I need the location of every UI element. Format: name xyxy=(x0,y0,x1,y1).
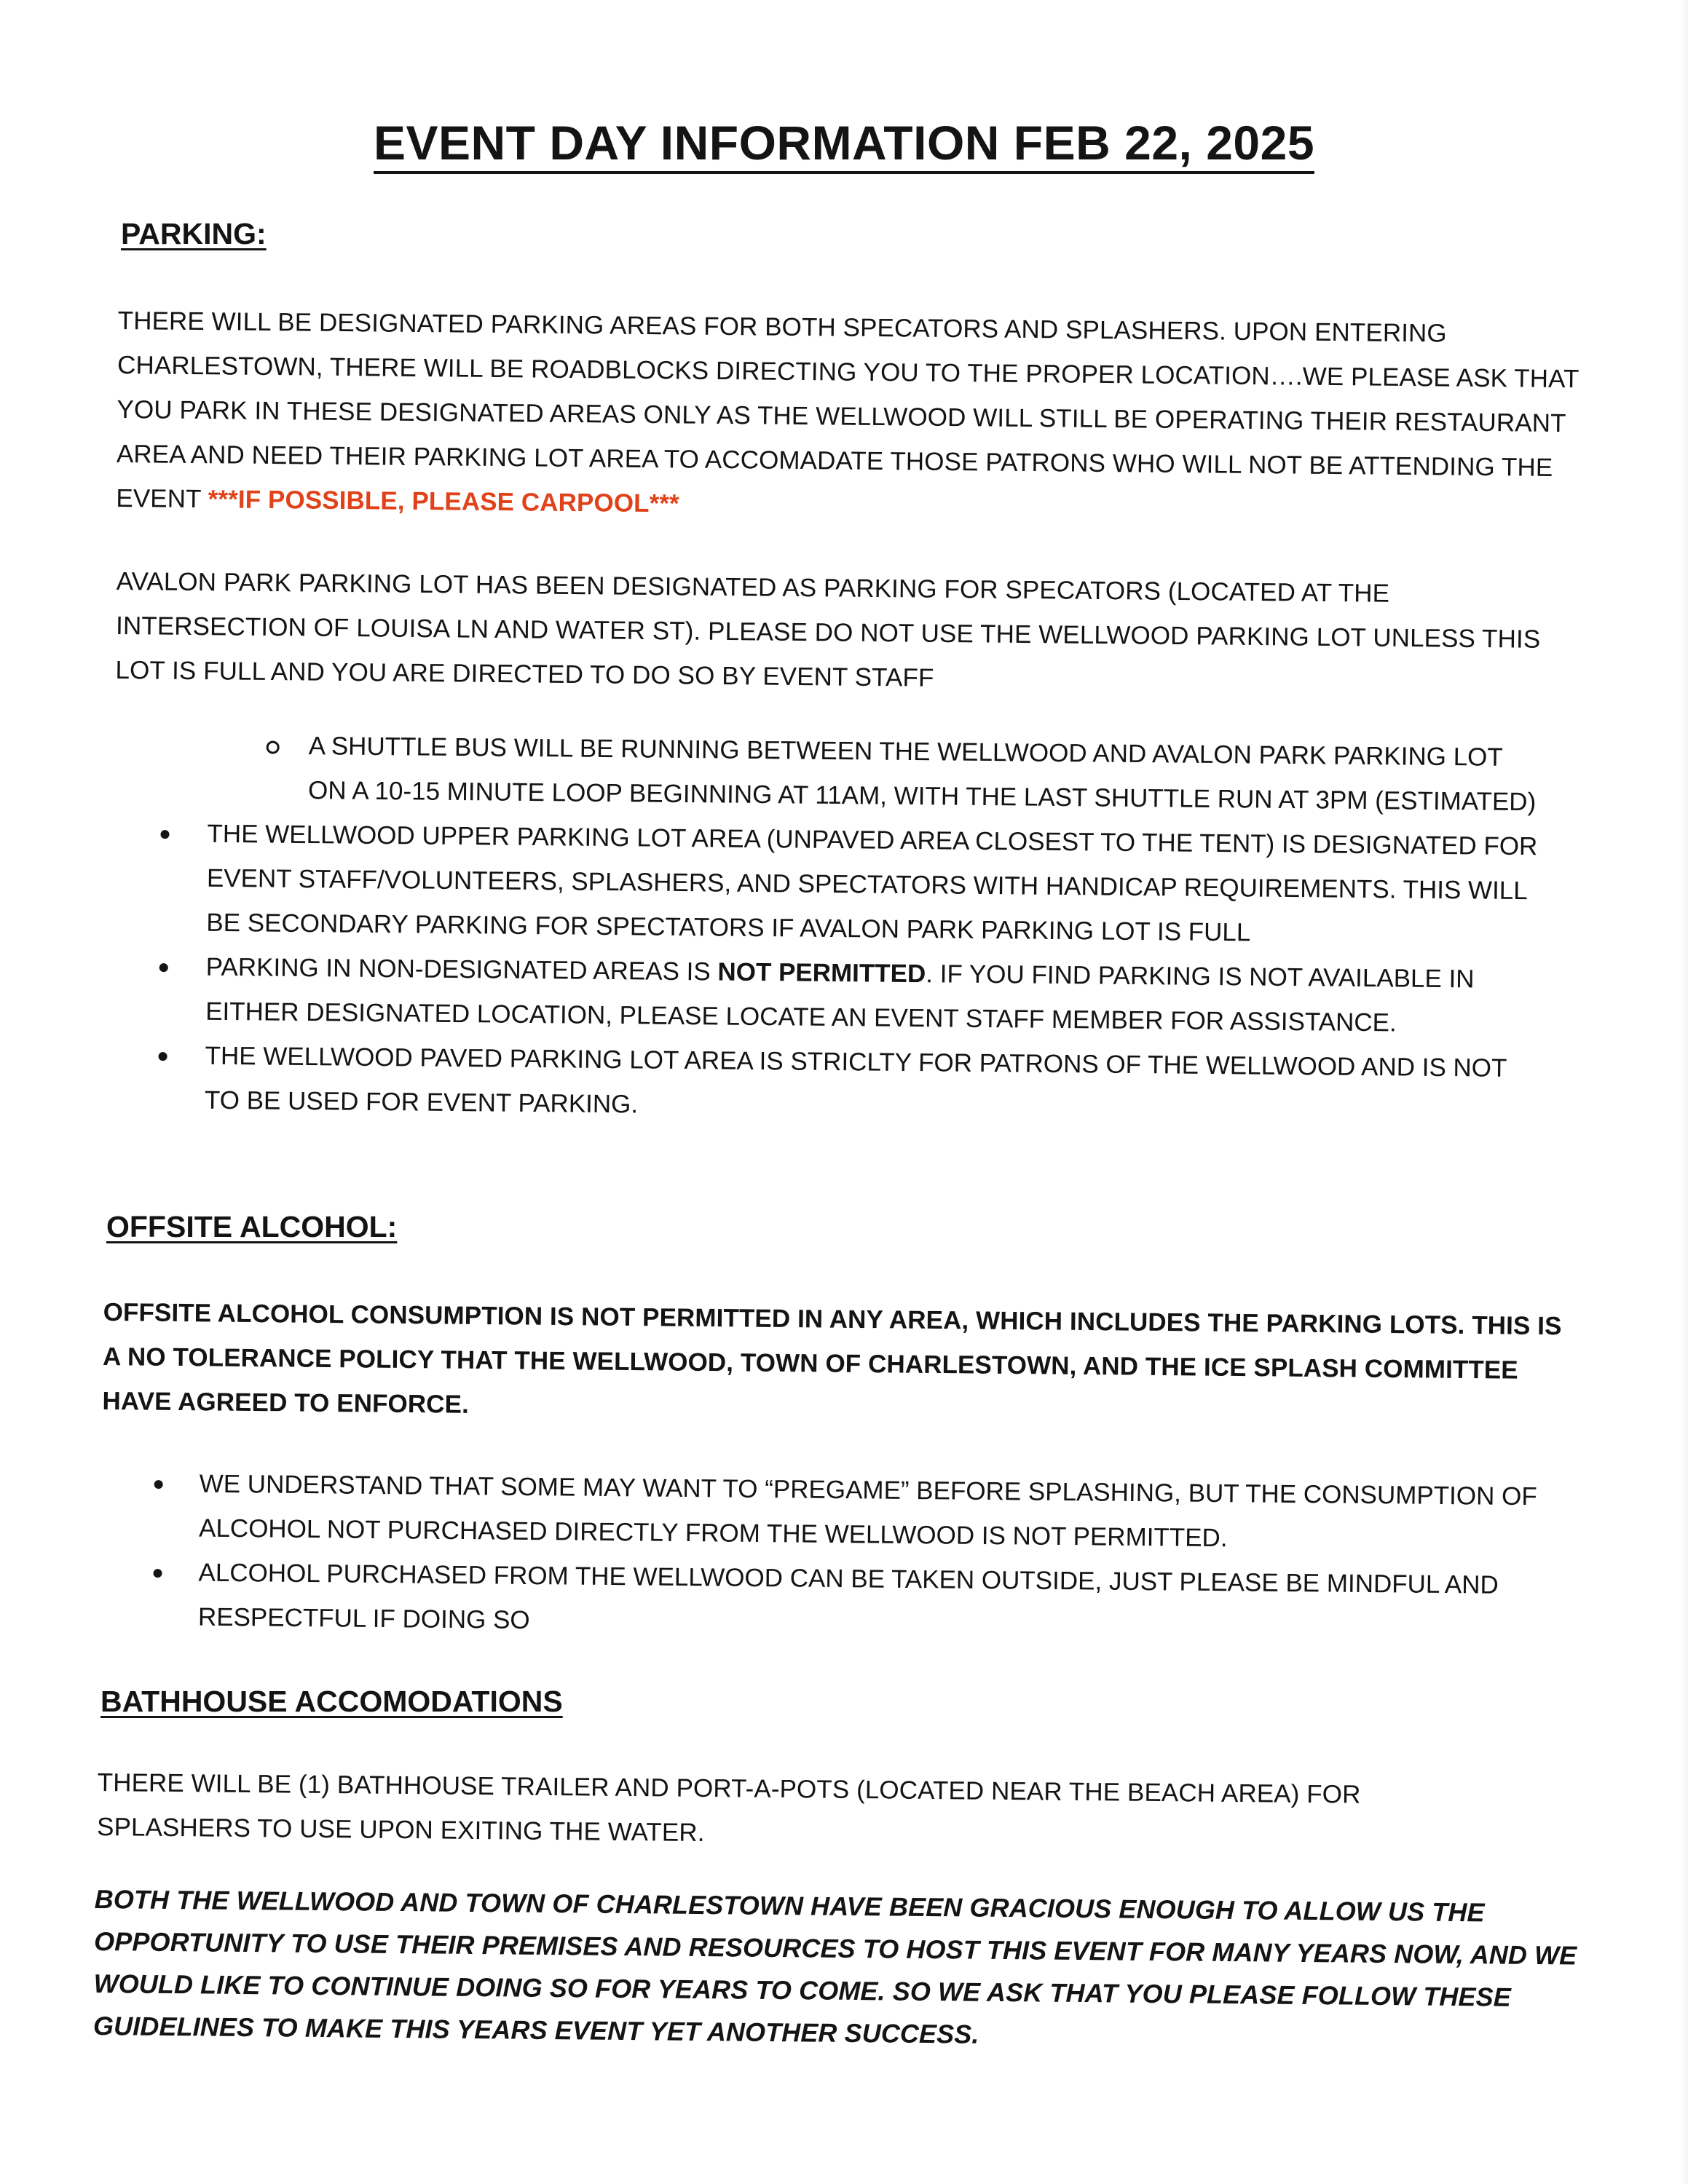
parking-list xyxy=(0,721,1688,1136)
bathhouse-info: THERE WILL BE (1) BATHHOUSE TRAILER AND PORT-A-POTS (LOCATED NEAR THE BEACH AREA) FOR SPLASHERS TO USE UPON EXITING THE WATER. xyxy=(96,1768,1361,1848)
list-item xyxy=(0,1460,1554,1563)
avalon-parking: AVALON PARK PARKING LOT HAS BEEN DESIGNATED AS PARKING FOR SPECATORS (LOCATED AT THE INTERSECTION OF LOUISA LN AND WATER ST). PLEASE DO NOT USE THE WELLWOOD PARKING LOT UNLESS THIS LOT IS FULL AND YOU ARE DIRECTED TO DO SO BY EVENT STAFF xyxy=(115,566,1541,692)
alcohol-list xyxy=(0,1460,1688,1653)
shuttle-info: A SHUTTLE BUS WILL BE RUNNING BETWEEN THE WELLWOOD AND AVALON PARK PARKING LOT ON A 10-15 MINUTE LOOP BEGINNING AT 11AM, WITH THE LAST SHUTTLE RUN AT 3PM (ESTIMATED) xyxy=(307,732,1537,817)
list-item xyxy=(0,1032,1538,1135)
paved-lot-info: THE WELLWOOD PAVED PARKING LOT AREA IS STRICLTY FOR PATRONS OF THE WELLWOOD AND IS NOT TO BE USED FOR EVENT PARKING. xyxy=(204,1041,1507,1119)
bullet-icon xyxy=(153,1569,162,1578)
alcohol-heading: OFFSITE ALCOHOL: xyxy=(106,1210,398,1243)
page-title-text: EVENT DAY INFORMATION FEB 22, 2025 xyxy=(374,116,1314,174)
pregame-info: WE UNDERSTAND THAT SOME MAY WANT TO “PREGAME” BEFORE SPLASHING, BUT THE CONSUMPTION OF ALCOHOL NOT PURCHASED DIRECTLY FROM THE WELLWOOD IS NOT PERMITTED. xyxy=(198,1469,1537,1553)
bullet-icon xyxy=(160,830,169,839)
scan-edge xyxy=(1681,0,1688,2184)
page-title xyxy=(0,115,1688,170)
list-item xyxy=(0,943,1561,1047)
upper-lot-info: THE WELLWOOD UPPER PARKING LOT AREA (UNPAVED AREA CLOSEST TO THE TENT) IS DESIGNATED FOR EVENT STAFF/VOLUNTEERS, SPLASHERS, AND SPECTATORS WITH HANDICAP REQUIREMENTS. THIS WILL BE SECONDARY PARKING FOR SPECTATORS IF AVALON PARK PARKING LOT IS FULL xyxy=(206,819,1538,947)
list-item xyxy=(0,1548,1582,1653)
not-permitted-text: NOT PERMITTED xyxy=(717,957,926,989)
hollow-bullet-icon xyxy=(267,741,280,754)
closing-note: BOTH THE WELLWOOD AND TOWN OF CHARLESTOWN HAVE BEEN GRACIOUS ENOUGH TO ALLOW US THE OPPORTUNITY TO USE THEIR PREMISES AND RESOURCES TO HOST THIS EVENT FOR MANY YEARS NOW, AND WE WOULD LIKE TO CONTINUE DOING SO FOR YEARS TO COME. SO WE ASK THAT YOU PLEASE FOLLOW THESE GUIDELINES TO MAKE THIS YEARS EVENT YET ANOTHER SUCCESS. xyxy=(92,1883,1577,2049)
purchased-alcohol-info: ALCOHOL PURCHASED FROM THE WELLWOOD CAN BE TAKEN OUTSIDE, JUST PLEASE BE MINDFUL AND RESPECTFUL IF DOING SO xyxy=(197,1558,1499,1634)
alcohol-policy: OFFSITE ALCOHOL CONSUMPTION IS NOT PERMITTED IN ANY AREA, WHICH INCLUDES THE PARKING LOTS. THIS IS A NO TOLERANCE POLICY THAT THE WELLWOOD, TOWN OF CHARLESTOWN, AND THE ICE SPLASH COMMITTEE HAVE AGREED TO ENFORCE. xyxy=(102,1297,1562,1419)
carpool-note: ***IF POSSIBLE, PLEASE CARPOOL*** xyxy=(208,485,679,518)
bathhouse-heading: BATHHOUSE ACCOMODATIONS xyxy=(100,1685,563,1718)
list-item xyxy=(0,810,1552,957)
bullet-icon xyxy=(159,963,168,972)
parking-intro-text: THERE WILL BE DESIGNATED PARKING AREAS FOR BOTH SPECATORS AND SPLASHERS. UPON ENTERING CHARLESTOWN, THERE WILL BE ROADBLOCKS DIRECTING YOU TO THE PROPER LOCATION….WE PLEASE ASK THAT YOU PARK IN THESE DESIGNATED AREAS ONLY AS THE WELLWOOD WILL STILL BE OPERATING THEIR RESTAURANT AREA AND NEED THEIR PARKING LOT AREA TO ACCOMADATE THOSE PATRONS WHO WILL NOT BE ATTENDING THE EVENT xyxy=(116,306,1579,514)
bullet-icon xyxy=(159,1052,167,1061)
nondesignated-info xyxy=(205,945,1561,1047)
bullet-icon xyxy=(154,1480,163,1489)
nondesignated-text-after: . IF YOU FIND PARKING IS NOT AVAILABLE IN EITHER DESIGNATED LOCATION, PLEASE LOCATE AN EVENT STAFF MEMBER FOR ASSISTANCE. xyxy=(205,960,1475,1037)
parking-intro xyxy=(116,298,1582,534)
list-item xyxy=(0,721,1547,824)
parking-heading: PARKING: xyxy=(121,217,267,250)
nondesignated-text: PARKING IN NON-DESIGNATED AREAS IS xyxy=(205,952,718,986)
